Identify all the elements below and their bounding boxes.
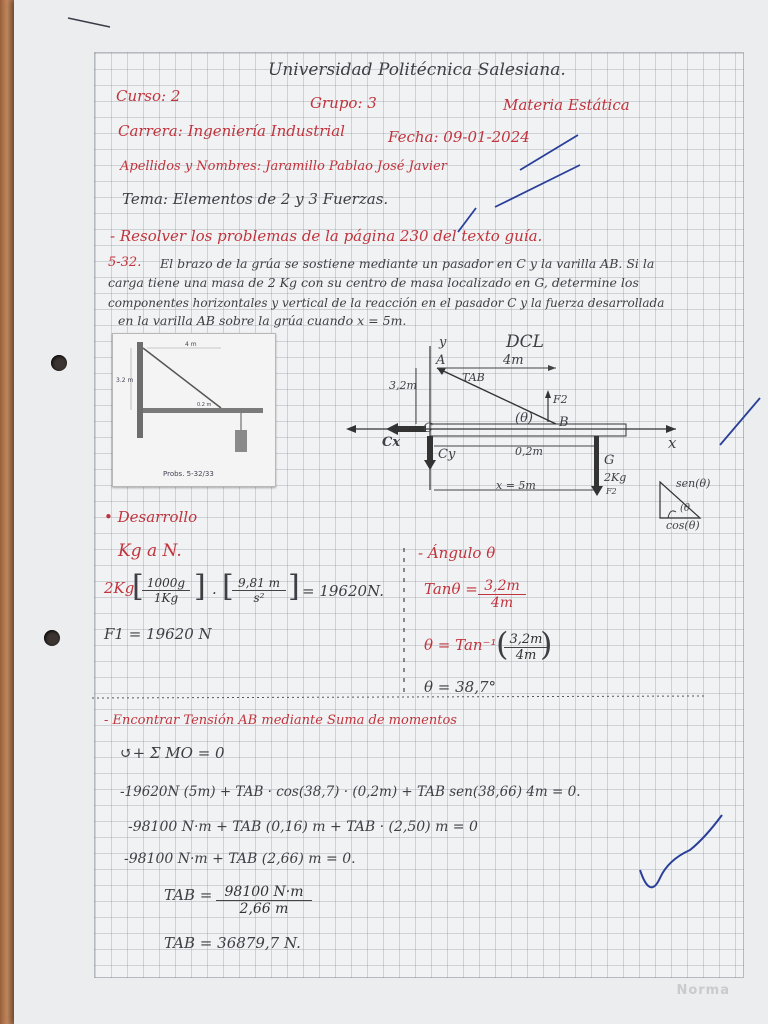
conversion-bracket-2: ] xyxy=(194,569,206,604)
conversion-dot: · xyxy=(212,584,217,602)
equation-2: -98100 N·m + TAB (0,16) m + TAB · (2,50) m = 0 xyxy=(128,819,478,835)
tab-left: TAB = xyxy=(164,886,213,904)
tema-label: Tema: Elementos de 2 y 3 Fuerzas. xyxy=(122,190,389,208)
dcl-point-b: B xyxy=(559,415,569,430)
fig-dim-top: 4 m xyxy=(185,341,197,348)
dcl-x-label: x xyxy=(668,434,677,452)
conversion-fraction-1 xyxy=(142,576,190,605)
problem-line-1: El brazo de la grúa se sostiene mediante un pasador en C y la varilla AB. Si la xyxy=(160,256,655,271)
inverse-tan-left: θ = Tan⁻¹ xyxy=(424,636,497,654)
dcl-tab-label: TAB xyxy=(462,371,485,384)
dcl-point-c: C xyxy=(423,421,433,436)
triangle-cos-label: cos(θ) xyxy=(666,519,700,532)
fig-dim-side: 3.2 m xyxy=(116,377,134,384)
dcl-load-arrow xyxy=(594,436,599,490)
fecha-label: Fecha: 09-01-2024 xyxy=(388,128,530,146)
conversion-left: 2Kg xyxy=(104,579,135,597)
problem-line-2: carga tiene una masa de 2 Kg con su centro de masa localizado en G, determine los xyxy=(108,275,639,290)
dcl-point-g: G xyxy=(604,453,615,468)
conversion-bracket-4: ] xyxy=(288,569,300,604)
notebook-brand-logo: Norma xyxy=(676,983,730,998)
fig-dim-small: 0.2 m xyxy=(197,402,212,408)
tab-final: TAB = 36879,7 N. xyxy=(164,934,301,952)
problem-line-3: componentes horizontales y vertical de la reacción en el pasador C y la fuerza desarrollada xyxy=(108,296,665,310)
dcl-cx-label: Cx xyxy=(382,435,401,450)
dcl-dim-02m: 0,2m xyxy=(515,445,543,458)
dcl-theta-label: (θ) xyxy=(515,411,533,426)
tan-num: 3,2m xyxy=(478,578,526,595)
problem-number: 5-32. xyxy=(108,255,142,270)
conversion-den-2: s² xyxy=(253,591,265,605)
dcl-dim-32m: 3,2m xyxy=(389,379,417,392)
angle-title: - Ángulo θ xyxy=(418,544,496,562)
triangle-sin-label: sen(θ) xyxy=(676,477,711,490)
f1-result: F1 = 19620 N xyxy=(104,625,212,643)
instruction-line: - Resolver los problemas de la página 230 del texto guía. xyxy=(110,227,543,245)
dcl-load-2kg: 2Kg xyxy=(604,471,627,484)
tan-fraction xyxy=(478,578,526,611)
problem-line-4: en la varilla AB sobre la grúa cuando x = 5m. xyxy=(118,313,407,328)
triangle-theta-label: (θ xyxy=(680,503,690,514)
conversion-bracket-1: [ xyxy=(132,569,144,604)
dcl-load-f2: F2 xyxy=(606,487,617,496)
dcl-cy-label: Cy xyxy=(438,447,456,462)
tan-den: 4m xyxy=(490,595,514,611)
tab-num: 98100 N·m xyxy=(216,884,312,901)
moment-sum: ↺+ Σ MO = 0 xyxy=(120,744,225,762)
materia-label: Materia Estática xyxy=(503,96,630,114)
grupo-label: Grupo: 3 xyxy=(310,94,377,112)
dcl-dim-x5m: x = 5m xyxy=(496,479,536,492)
dcl-point-a: A xyxy=(436,353,446,368)
tab-fraction xyxy=(216,884,312,917)
dcl-f2-label: F2 xyxy=(553,393,568,406)
conversion-result: = 19620N. xyxy=(302,582,384,600)
tan-left: Tanθ = xyxy=(424,580,478,598)
inverse-den: 4m xyxy=(515,648,537,663)
desarrollo-title: • Desarrollo xyxy=(104,508,198,526)
conversion-num-2: 9,81 m xyxy=(232,576,286,591)
dcl-dim-4m: 4m xyxy=(503,353,524,368)
conversion-den-1: 1Kg xyxy=(153,591,179,605)
curso-label: Curso: 2 xyxy=(116,87,181,105)
conversion-num-1: 1000g xyxy=(142,576,190,591)
kg-to-n-title: Kg a N. xyxy=(118,541,182,561)
inverse-num: 3,2m xyxy=(504,632,548,648)
apellidos-label: Apellidos y Nombres: Jaramillo Pablao José Javier xyxy=(120,159,447,174)
dcl-rod-ab xyxy=(437,368,556,424)
equation-3: -98100 N·m + TAB (2,66) m = 0. xyxy=(124,851,356,867)
tension-title: - Encontrar Tensión AB mediante Suma de momentos xyxy=(104,713,457,728)
tab-den: 2,66 m xyxy=(239,901,289,917)
inverse-paren-close: ) xyxy=(540,625,553,663)
conversion-bracket-3: [ xyxy=(222,569,234,604)
angle-result: θ = 38,7° xyxy=(424,678,497,696)
university-title: Universidad Politécnica Salesiana. xyxy=(268,60,566,80)
dcl-title: DCL xyxy=(506,332,544,352)
equation-1: -19620N (5m) + TAB · cos(38,7) · (0,2m) + TAB sen(38,66) 4m = 0. xyxy=(120,784,581,800)
conversion-fraction-2 xyxy=(232,576,286,605)
carrera-label: Carrera: Ingeniería Industrial xyxy=(118,122,345,140)
figure-caption: Probs. 5-32/33 xyxy=(163,470,214,478)
inverse-paren-open: ( xyxy=(496,625,509,663)
dcl-y-label: y xyxy=(439,335,447,350)
